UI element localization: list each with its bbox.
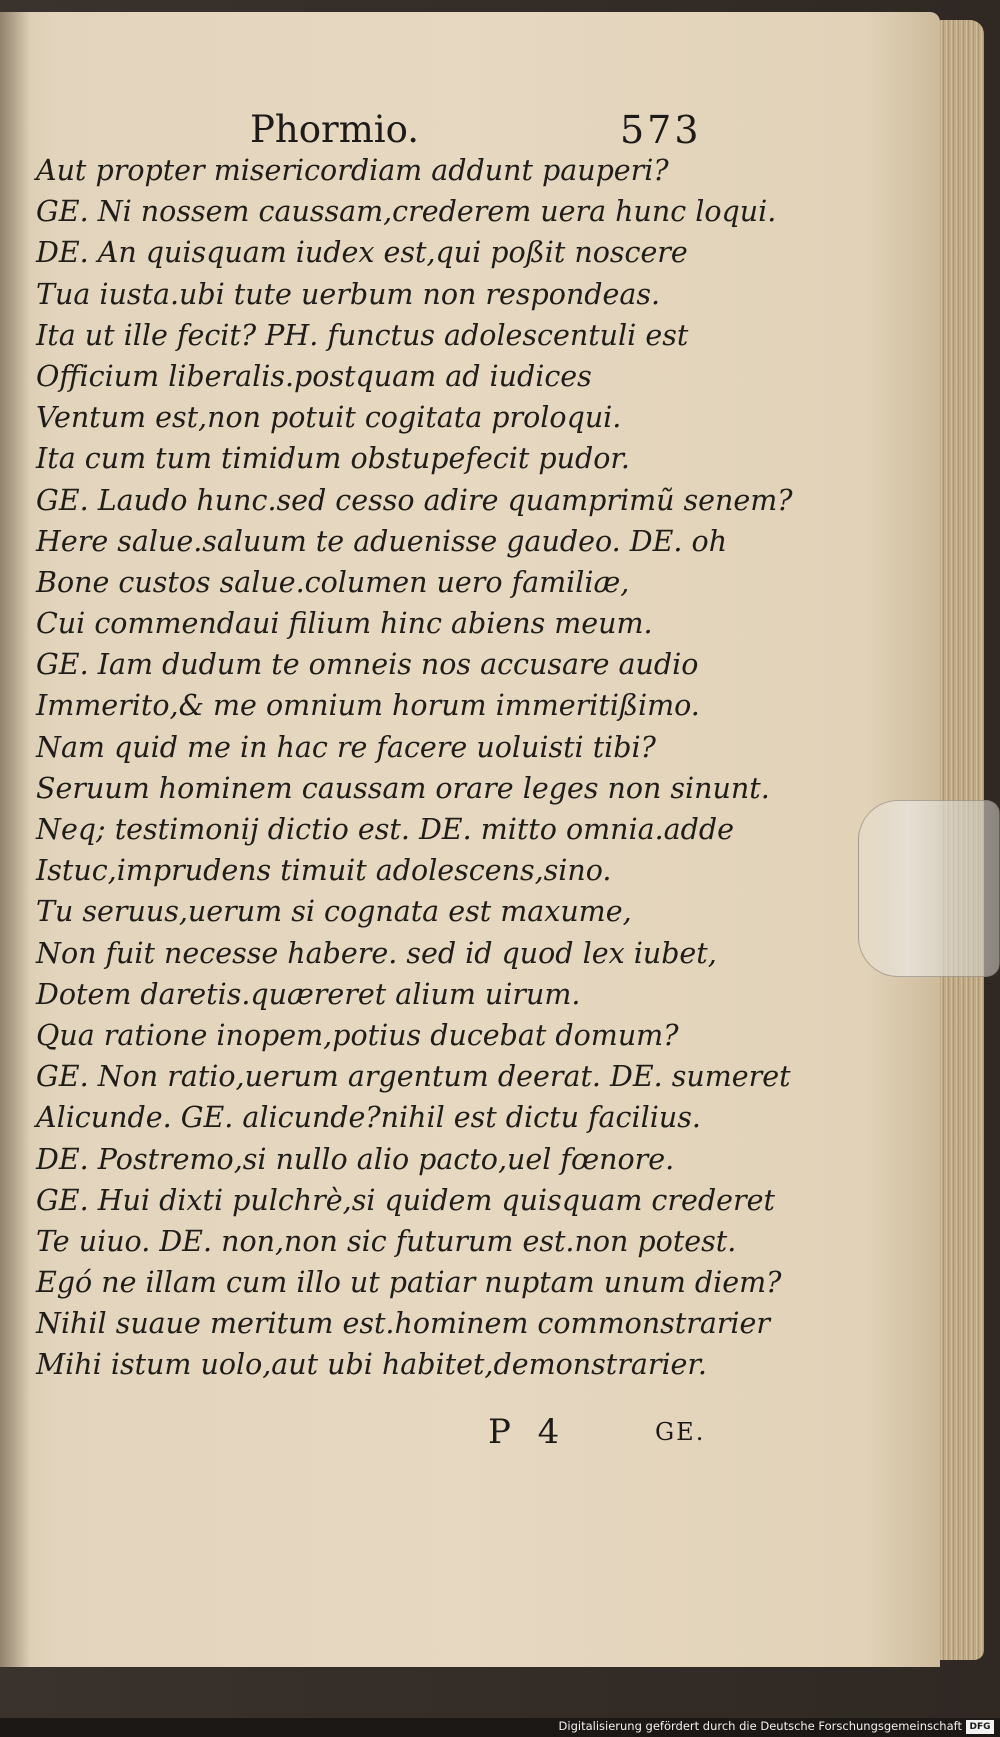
verse-line: Ventum est,non potuit cogitata proloqui. <box>36 401 622 435</box>
page-footer <box>0 1412 940 1457</box>
verse-line: Mihi istum uolo,aut ubi habitet,demonstrarier. <box>36 1348 707 1382</box>
digitization-credit: Digitalisierung gefördert durch die Deutsche Forschungsgemeinschaft <box>558 1719 962 1733</box>
verse-line: Bone custos salue.columen uero familiæ, <box>36 565 630 599</box>
catchword: GE. <box>655 1418 706 1446</box>
verse-line: DE. Postremo,si nullo alio pacto,uel fœnore. <box>36 1142 675 1176</box>
verse-line: GE. Hui dixti pulchrè,si quidem quisquam crederet <box>36 1183 775 1217</box>
verse-line: Tua iusta.ubi tute uerbum non respondeas. <box>36 277 661 311</box>
verse-line: Non fuit necesse habere. sed id quod lex iubet, <box>36 936 717 970</box>
verse-line: GE. Ni nossem caussam,crederem uera hunc loqui. <box>36 195 777 229</box>
verse-line: GE. Laudo hunc.sed cesso adire quamprimũ senem? <box>36 483 793 517</box>
verse-line: Immerito,& me omnium horum immeritißimo. <box>36 689 700 723</box>
verse-line: Egó ne illam cum illo ut patiar nuptam unum diem? <box>36 1266 782 1300</box>
verse-line: Aut propter misericordiam addunt pauperi? <box>36 154 669 187</box>
running-title: Phormio. <box>250 108 419 151</box>
verse-line: Ita ut ille fecit? PH. functus adolescentuli est <box>36 318 689 352</box>
page-number: 573 <box>620 108 702 152</box>
dfg-logo: DFG <box>966 1720 994 1734</box>
verse-line: GE. Iam dudum te omneis nos accusare audio <box>36 648 699 682</box>
verse-line: DE. An quisquam iudex est,qui poßit noscere <box>36 236 688 270</box>
verse-line: Te uiuo. DE. non,non sic futurum est.non potest. <box>36 1224 737 1258</box>
verse-line: Here salue.saluum te aduenisse gaudeo. DE. oh <box>36 524 728 558</box>
verse-line: Tu seruus,uerum si cognata est maxume, <box>36 895 632 929</box>
verse-line: Officium liberalis.postquam ad iudices <box>36 359 592 393</box>
verse-line: Seruum hominem caussam orare leges non sinunt. <box>36 771 770 805</box>
verse-line: Cui commendaui filium hinc abiens meum. <box>36 607 653 641</box>
verse-line: Neq; testimonij dictio est. DE. mitto omnia.adde <box>36 813 735 846</box>
page-clip <box>858 800 1000 977</box>
verse-text <box>36 150 793 1386</box>
verse-line: GE. Non ratio,uerum argentum deerat. DE. sumeret <box>36 1060 791 1094</box>
verse-line: Istuc,imprudens timuit adolescens,sino. <box>36 854 612 888</box>
verse-line: Dotem daretis.quæreret alium uirum. <box>36 977 581 1011</box>
verse-line: Nam quid me in hac re facere uoluisti tibi? <box>36 730 656 764</box>
signature-mark: P 4 <box>488 1412 568 1452</box>
verse-line: Nihil suaue meritum est.hominem commonstrarier <box>36 1307 771 1341</box>
verse-line: Alicunde. GE. alicunde?nihil est dictu facilius. <box>36 1101 701 1135</box>
verse-line: Qua ratione inopem,potius ducebat domum? <box>36 1018 679 1052</box>
verse-line: Ita cum tum timidum obstupefecit pudor. <box>36 442 630 476</box>
